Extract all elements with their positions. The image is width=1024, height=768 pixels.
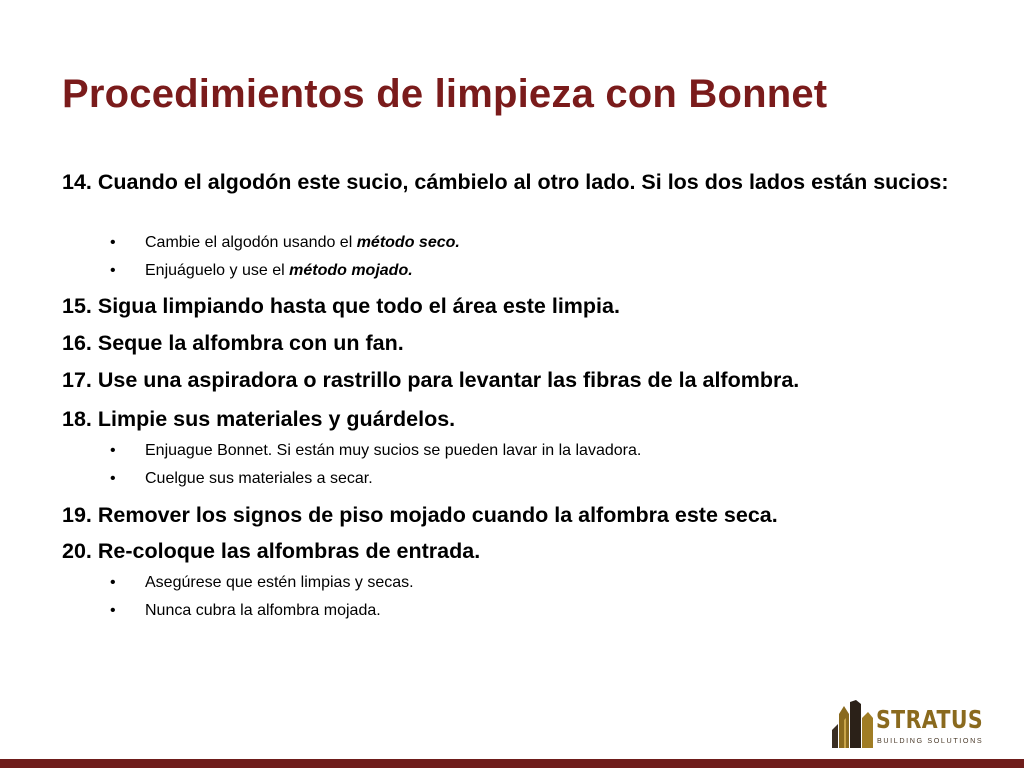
bullet-14-2: • Enjuáguelo y use el método mojado. bbox=[110, 262, 413, 279]
step-19: 19. Remover los signos de piso mojado cuando la alfombra este seca. bbox=[62, 503, 778, 527]
skyline-icon bbox=[830, 700, 876, 748]
bullet-20-1: • Asegúrese que estén limpias y secas. bbox=[110, 574, 414, 591]
bullet-18-2: • Cuelgue sus materiales a secar. bbox=[110, 470, 373, 487]
step-20: 20. Re-coloque las alfombras de entrada. bbox=[62, 539, 481, 563]
bullet-20-2: • Nunca cubra la alfombra mojada. bbox=[110, 602, 381, 619]
logo-tagline: BUILDING SOLUTIONS bbox=[877, 736, 984, 745]
logo-wordmark: STRATUS bbox=[876, 705, 984, 734]
bullet-dot: • bbox=[110, 442, 116, 459]
slide-title: Procedimientos de limpieza con Bonnet bbox=[62, 72, 828, 116]
step-16: 16. Seque la alfombra con un fan. bbox=[62, 331, 404, 355]
stratus-logo bbox=[828, 700, 984, 750]
step-14: 14. Cuando el algodón este sucio, cámbielo al otro lado. Si los dos lados están sucios: bbox=[62, 170, 949, 194]
step-15: 15. Sigua limpiando hasta que todo el área este limpia. bbox=[62, 294, 620, 318]
bullet-dot: • bbox=[110, 574, 116, 591]
bullet-dot: • bbox=[110, 470, 116, 487]
step-18: 18. Limpie sus materiales y guárdelos. bbox=[62, 407, 456, 431]
step-17: 17. Use una aspiradora o rastrillo para levantar las fibras de la alfombra. bbox=[62, 368, 800, 392]
bullet-14-1: • Cambie el algodón usando el método seco. bbox=[110, 234, 460, 251]
bullet-dot: • bbox=[110, 262, 116, 279]
bottom-accent-bar bbox=[0, 759, 1024, 768]
bullet-18-1: • Enjuague Bonnet. Si están muy sucios se pueden lavar in la lavadora. bbox=[110, 442, 642, 459]
bullet-dot: • bbox=[110, 234, 116, 251]
bullet-dot: • bbox=[110, 602, 116, 619]
